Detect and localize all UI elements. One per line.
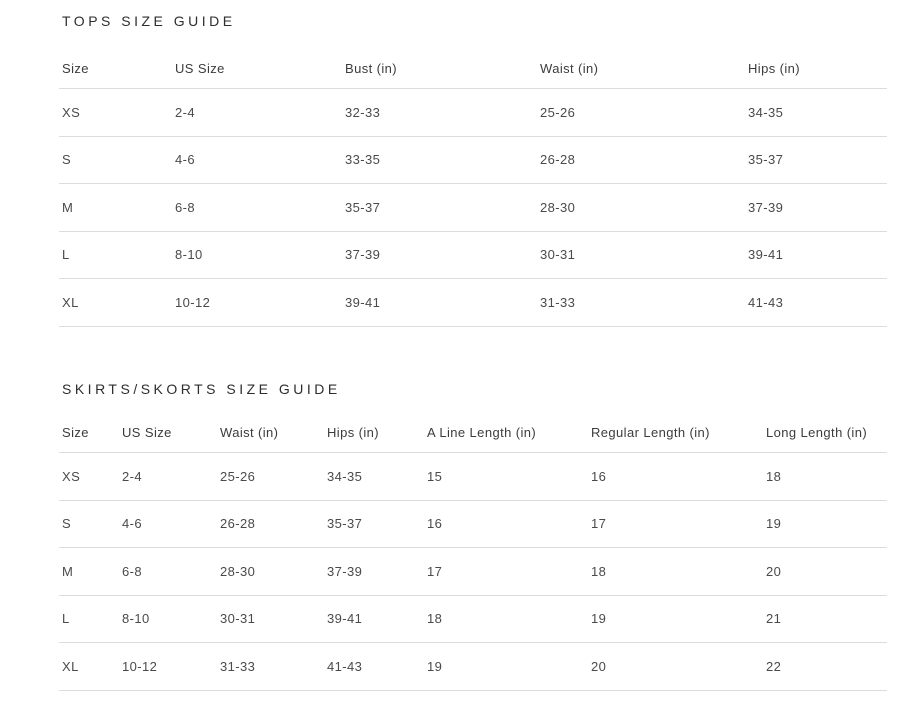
table-row bbox=[59, 184, 887, 232]
header-cell: Size bbox=[62, 60, 89, 76]
table-cell: 34-35 bbox=[748, 104, 784, 120]
table-row bbox=[59, 596, 887, 644]
header-cell: Waist (in) bbox=[540, 60, 599, 76]
table-cell: 21 bbox=[766, 611, 782, 627]
tops-size-guide-title: TOPS SIZE GUIDE bbox=[62, 13, 236, 29]
table-cell: 41-43 bbox=[327, 658, 363, 674]
table-cell: 39-41 bbox=[327, 611, 363, 627]
table-cell: 19 bbox=[427, 658, 443, 674]
table-row bbox=[59, 279, 887, 327]
header-cell: Hips (in) bbox=[327, 424, 379, 440]
table-cell: 4-6 bbox=[122, 516, 142, 532]
table-cell: XL bbox=[62, 658, 79, 674]
header-row bbox=[59, 48, 887, 89]
table-cell: 8-10 bbox=[122, 611, 150, 627]
header-cell: US Size bbox=[122, 424, 172, 440]
skirts-skorts-size-guide-title: SKIRTS/SKORTS SIZE GUIDE bbox=[62, 381, 341, 397]
tops-size-guide-table bbox=[59, 48, 887, 327]
table-cell: 17 bbox=[427, 563, 443, 579]
table-cell: 19 bbox=[591, 611, 607, 627]
table-row bbox=[59, 232, 887, 280]
table-cell: 28-30 bbox=[540, 199, 576, 215]
table-cell: 30-31 bbox=[220, 611, 256, 627]
table-cell: 31-33 bbox=[220, 658, 256, 674]
header-cell: Bust (in) bbox=[345, 60, 398, 76]
table-cell: 16 bbox=[591, 468, 607, 484]
table-cell: 37-39 bbox=[345, 247, 381, 263]
table-cell: 18 bbox=[591, 563, 607, 579]
table-cell: M bbox=[62, 199, 74, 215]
table-cell: 28-30 bbox=[220, 563, 256, 579]
table-cell: 18 bbox=[766, 468, 782, 484]
table-cell: 18 bbox=[427, 611, 443, 627]
table-cell: XS bbox=[62, 104, 81, 120]
header-cell: Hips (in) bbox=[748, 60, 800, 76]
table-cell: 34-35 bbox=[327, 468, 363, 484]
skirts-skorts-size-guide-table bbox=[59, 412, 887, 691]
table-cell: 19 bbox=[766, 516, 782, 532]
table-cell: 6-8 bbox=[122, 563, 142, 579]
table-cell: 31-33 bbox=[540, 294, 576, 310]
table-cell: 2-4 bbox=[122, 468, 142, 484]
table-cell: 22 bbox=[766, 658, 782, 674]
table-row bbox=[59, 137, 887, 185]
table-cell: 16 bbox=[427, 516, 443, 532]
table-cell: 39-41 bbox=[345, 294, 381, 310]
header-cell: Size bbox=[62, 424, 89, 440]
table-cell: 25-26 bbox=[540, 104, 576, 120]
table-row bbox=[59, 643, 887, 691]
table-cell: 35-37 bbox=[345, 199, 381, 215]
header-row bbox=[59, 412, 887, 453]
table-cell: 6-8 bbox=[175, 199, 195, 215]
table-cell: 26-28 bbox=[220, 516, 256, 532]
table-cell: 10-12 bbox=[122, 658, 158, 674]
table-cell: 35-37 bbox=[748, 152, 784, 168]
table-cell: 37-39 bbox=[748, 199, 784, 215]
header-cell: US Size bbox=[175, 60, 225, 76]
table-cell: 25-26 bbox=[220, 468, 256, 484]
table-row bbox=[59, 89, 887, 137]
table-row bbox=[59, 548, 887, 596]
table-row bbox=[59, 501, 887, 549]
table-cell: L bbox=[62, 611, 70, 627]
table-cell: 32-33 bbox=[345, 104, 381, 120]
table-cell: 15 bbox=[427, 468, 443, 484]
table-cell: 41-43 bbox=[748, 294, 784, 310]
table-row bbox=[59, 453, 887, 501]
table-cell: L bbox=[62, 247, 70, 263]
table-cell: 39-41 bbox=[748, 247, 784, 263]
table-cell: 10-12 bbox=[175, 294, 211, 310]
table-cell: S bbox=[62, 516, 72, 532]
header-cell: Long Length (in) bbox=[766, 424, 868, 440]
table-cell: 20 bbox=[591, 658, 607, 674]
table-cell: XL bbox=[62, 294, 79, 310]
table-cell: XS bbox=[62, 468, 81, 484]
table-cell: 26-28 bbox=[540, 152, 576, 168]
table-cell: 30-31 bbox=[540, 247, 576, 263]
table-cell: 2-4 bbox=[175, 104, 195, 120]
table-cell: 4-6 bbox=[175, 152, 195, 168]
header-cell: Regular Length (in) bbox=[591, 424, 710, 440]
header-cell: A Line Length (in) bbox=[427, 424, 537, 440]
table-cell: M bbox=[62, 563, 74, 579]
table-cell: 35-37 bbox=[327, 516, 363, 532]
table-cell: 17 bbox=[591, 516, 607, 532]
table-cell: 20 bbox=[766, 563, 782, 579]
table-cell: 37-39 bbox=[327, 563, 363, 579]
table-cell: 33-35 bbox=[345, 152, 381, 168]
table-cell: S bbox=[62, 152, 72, 168]
header-cell: Waist (in) bbox=[220, 424, 279, 440]
table-cell: 8-10 bbox=[175, 247, 203, 263]
